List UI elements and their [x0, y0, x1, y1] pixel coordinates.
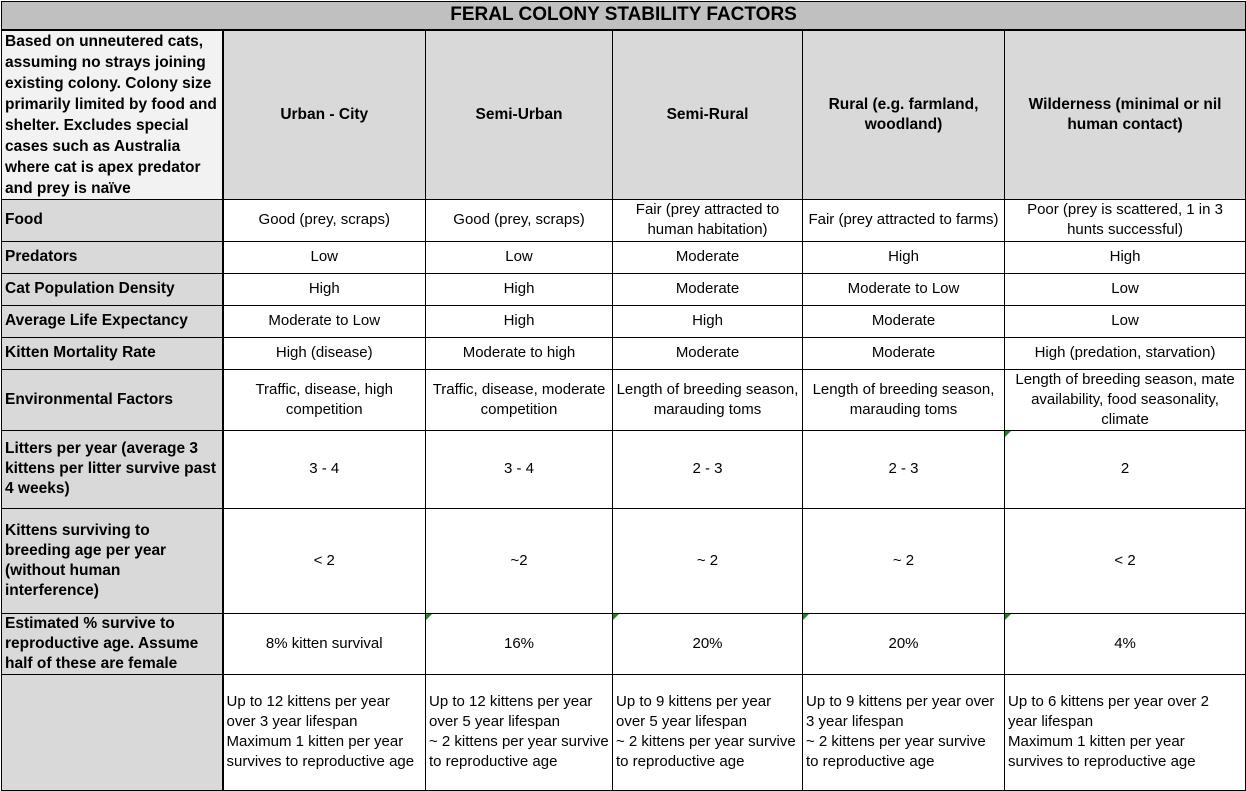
- cell[interactable]: High: [426, 305, 613, 337]
- cell[interactable]: 20%: [803, 613, 1005, 674]
- row-kitten-mortality-rate: [2, 337, 1246, 369]
- summary-cell[interactable]: Up to 6 kittens per year over 2 year lifespan Maximum 1 kitten per year survives to reproductive age: [1005, 674, 1246, 790]
- col-header-rural[interactable]: Rural (e.g. farmland, woodland): [803, 30, 1005, 200]
- stability-factors-table: [1, 1, 1246, 791]
- row-label[interactable]: Litters per year (average 3 kittens per litter survive past 4 weeks): [2, 430, 223, 508]
- cell[interactable]: Traffic, disease, high competition: [223, 369, 426, 430]
- cell[interactable]: Moderate: [803, 305, 1005, 337]
- row-cat-population-density: [2, 273, 1246, 305]
- row-label[interactable]: Environmental Factors: [2, 369, 223, 430]
- row-summary: [2, 674, 1246, 790]
- col-header-urban-city[interactable]: Urban - City: [223, 30, 426, 200]
- row-label[interactable]: Food: [2, 199, 223, 241]
- sheet-title[interactable]: FERAL COLONY STABILITY FACTORS: [2, 2, 1246, 30]
- row-kittens-surviving: [2, 508, 1246, 613]
- cell[interactable]: Good (prey, scraps): [223, 199, 426, 241]
- row-label[interactable]: Predators: [2, 241, 223, 273]
- cell[interactable]: Length of breeding season, marauding toms: [613, 369, 803, 430]
- cell[interactable]: Length of breeding season, mate availability, food seasonality, climate: [1005, 369, 1246, 430]
- cell[interactable]: High: [613, 305, 803, 337]
- cell[interactable]: Moderate to high: [426, 337, 613, 369]
- cell[interactable]: 3 - 4: [223, 430, 426, 508]
- cell[interactable]: < 2: [1005, 508, 1246, 613]
- cell[interactable]: ~ 2: [613, 508, 803, 613]
- cell[interactable]: Moderate: [613, 337, 803, 369]
- row-label[interactable]: Estimated % survive to reproductive age. Assume half of these are female: [2, 613, 223, 674]
- cell[interactable]: Fair (prey attracted to human habitation): [613, 199, 803, 241]
- row-estimated-survival: [2, 613, 1246, 674]
- cell[interactable]: Moderate to Low: [803, 273, 1005, 305]
- cell[interactable]: Moderate: [613, 241, 803, 273]
- summary-cell[interactable]: Up to 12 kittens per year over 3 year lifespan Maximum 1 kitten per year survives to reproductive age: [223, 674, 426, 790]
- cell[interactable]: Low: [426, 241, 613, 273]
- cell[interactable]: High: [426, 273, 613, 305]
- row-label[interactable]: Kitten Mortality Rate: [2, 337, 223, 369]
- row-label[interactable]: Average Life Expectancy: [2, 305, 223, 337]
- cell[interactable]: Poor (prey is scattered, 1 in 3 hunts successful): [1005, 199, 1246, 241]
- cell[interactable]: 8% kitten survival: [223, 613, 426, 674]
- cell[interactable]: 2 - 3: [613, 430, 803, 508]
- row-average-life-expectancy: [2, 305, 1246, 337]
- cell[interactable]: 2 - 3: [803, 430, 1005, 508]
- cell[interactable]: Traffic, disease, moderate competition: [426, 369, 613, 430]
- cell[interactable]: ~2: [426, 508, 613, 613]
- cell[interactable]: Moderate to Low: [223, 305, 426, 337]
- assumptions-note[interactable]: Based on unneutered cats, assuming no strays joining existing colony. Colony size primarily limited by food and shelter. Excludes special cases such as Australia where cat is apex predator and prey is naïve: [2, 30, 223, 200]
- summary-cell[interactable]: Up to 9 kittens per year over 3 year lifespan ~ 2 kittens per year survive to reproductive age: [803, 674, 1005, 790]
- cell[interactable]: 16%: [426, 613, 613, 674]
- cell[interactable]: Fair (prey attracted to farms): [803, 199, 1005, 241]
- row-label-empty[interactable]: [2, 674, 223, 790]
- row-predators: [2, 241, 1246, 273]
- cell[interactable]: Low: [223, 241, 426, 273]
- row-label[interactable]: Kittens surviving to breeding age per year (without human interference): [2, 508, 223, 613]
- cell[interactable]: < 2: [223, 508, 426, 613]
- cell[interactable]: High: [223, 273, 426, 305]
- cell[interactable]: Length of breeding season, marauding toms: [803, 369, 1005, 430]
- summary-cell[interactable]: Up to 9 kittens per year over 5 year lifespan ~ 2 kittens per year survive to reproductive age: [613, 674, 803, 790]
- cell[interactable]: 4%: [1005, 613, 1246, 674]
- row-label[interactable]: Cat Population Density: [2, 273, 223, 305]
- cell[interactable]: High: [803, 241, 1005, 273]
- cell[interactable]: Moderate: [613, 273, 803, 305]
- cell[interactable]: 20%: [613, 613, 803, 674]
- cell[interactable]: 3 - 4: [426, 430, 613, 508]
- row-environmental-factors: [2, 369, 1246, 430]
- cell[interactable]: High (predation, starvation): [1005, 337, 1246, 369]
- cell[interactable]: Moderate: [803, 337, 1005, 369]
- col-header-wilderness[interactable]: Wilderness (minimal or nil human contact): [1005, 30, 1246, 200]
- cell[interactable]: High (disease): [223, 337, 426, 369]
- row-litters-per-year: [2, 430, 1246, 508]
- cell[interactable]: Low: [1005, 305, 1246, 337]
- cell[interactable]: Good (prey, scraps): [426, 199, 613, 241]
- cell[interactable]: ~ 2: [803, 508, 1005, 613]
- col-header-semi-rural[interactable]: Semi-Rural: [613, 30, 803, 200]
- row-food: [2, 199, 1246, 241]
- col-header-semi-urban[interactable]: Semi-Urban: [426, 30, 613, 200]
- cell[interactable]: High: [1005, 241, 1246, 273]
- cell[interactable]: Low: [1005, 273, 1246, 305]
- summary-cell[interactable]: Up to 12 kittens per year over 5 year lifespan ~ 2 kittens per year survive to reproductive age: [426, 674, 613, 790]
- cell[interactable]: 2: [1005, 430, 1246, 508]
